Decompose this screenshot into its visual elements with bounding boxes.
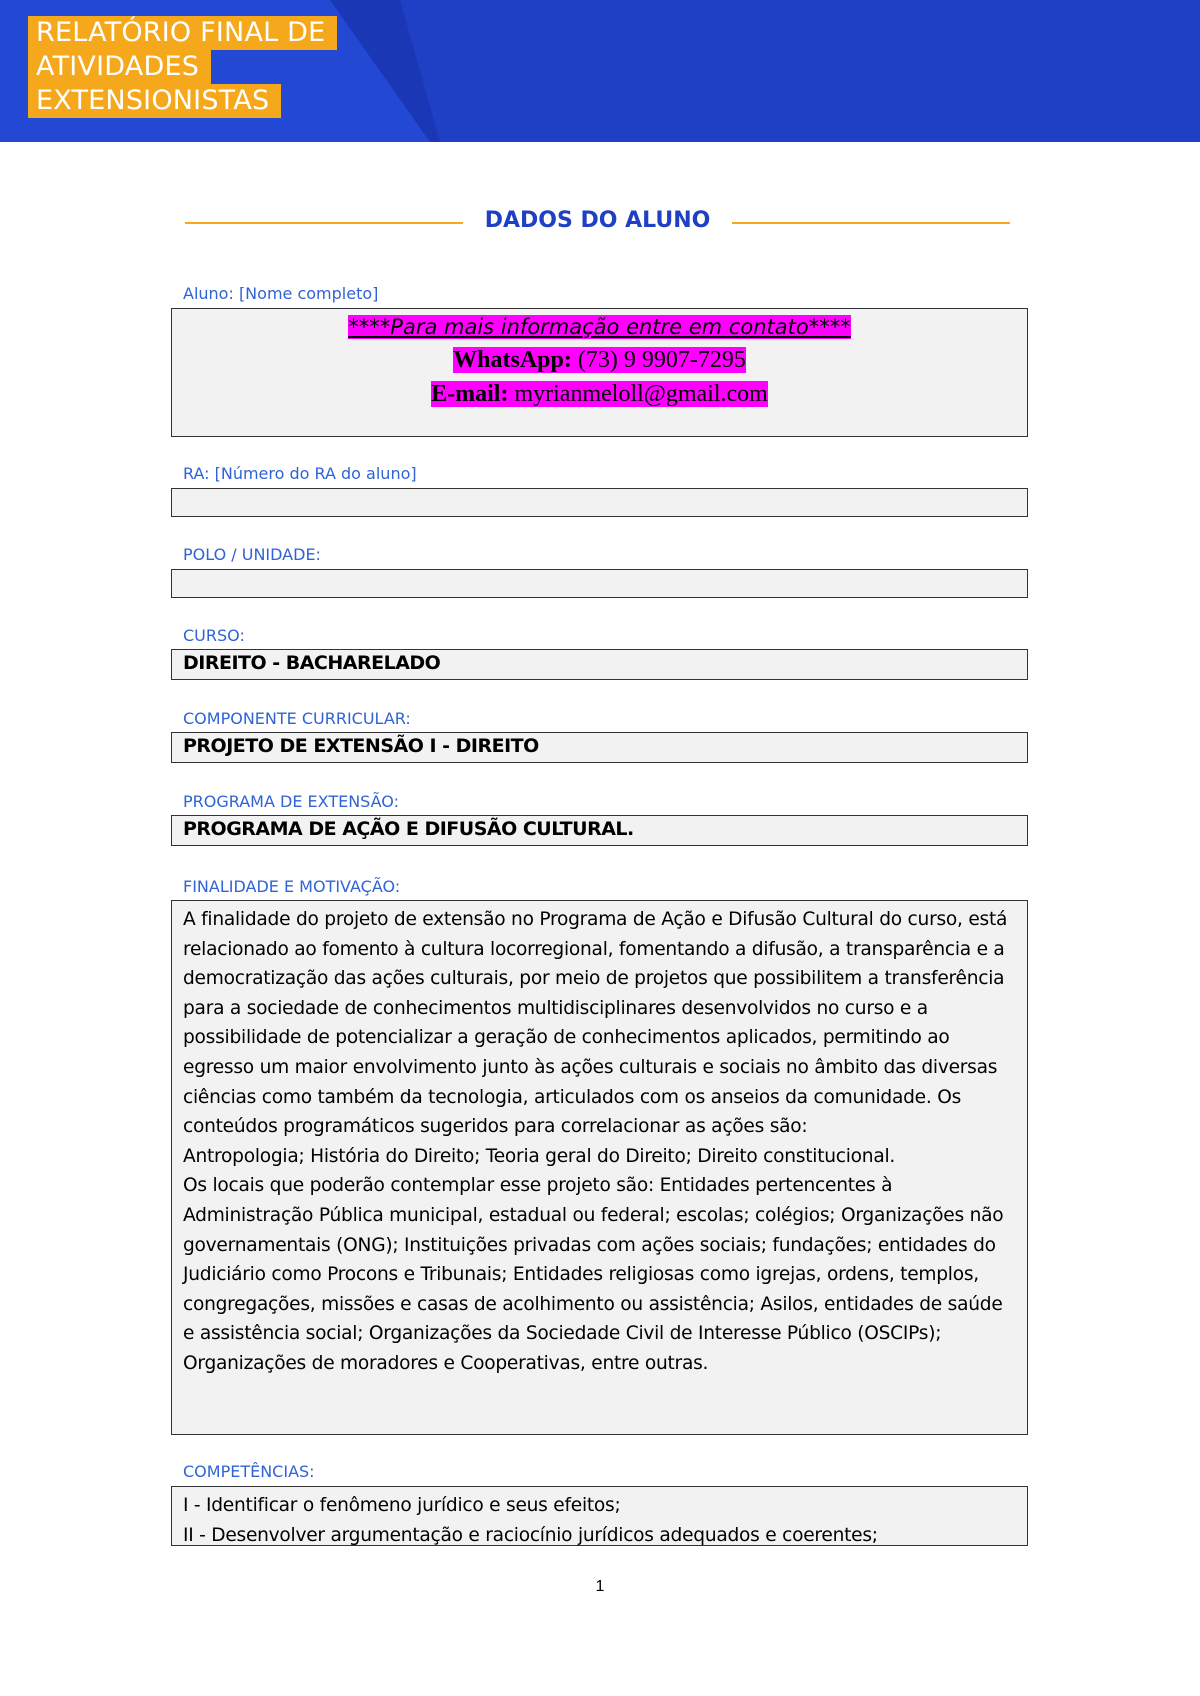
finalidade-paragraph: Antropologia; História do Direito; Teoria geral do Direito; Direito constitucional. [183, 1145, 896, 1167]
polo-field[interactable] [171, 569, 1028, 598]
email-label: E-mail: [431, 381, 509, 407]
report-title-line-2: ATIVIDADES [28, 50, 211, 84]
report-title-line-3: EXTENSIONISTAS [28, 84, 281, 118]
finalidade-label: FINALIDADE E MOTIVAÇÃO: [183, 877, 401, 896]
competencia-item: II - Desenvolver argumentação e raciocínio jurídicos adequados e coerentes; [183, 1524, 878, 1546]
programa-value: PROGRAMA DE AÇÃO E DIFUSÃO CULTURAL. [183, 818, 634, 840]
curso-label: CURSO: [183, 626, 245, 645]
competencias-text [183, 1491, 1015, 1550]
whatsapp-number: (73) 9 9907-7295 [577, 347, 746, 373]
finalidade-paragraph: Os locais que poderão contemplar esse projeto são: Entidades pertencentes à Administração Pública municipal, estadual ou federal; escolas; colégios; Organizações não governamentais (ONG); Instituições privadas com ações sociais; fundações; entidades do Judiciário como Procons e Tribunais; Entidades religiosas como igrejas, ordens, templos, congregações, missões e casas de acolhimento ou assistência; Asilos, entidades de saúde e assistência social; Organizações da Sociedade Civil de Interesse Público (OSCIPs); Organizações de moradores e Cooperativas, entre outras. [183, 1175, 1004, 1374]
ra-label: RA: [Número do RA do aluno] [183, 464, 417, 483]
email-address: myrianmeloll@gmail.com [514, 381, 768, 407]
header-banner [0, 0, 1200, 142]
finalidade-paragraph: A finalidade do projeto de extensão no Programa de Ação e Difusão Cultural do curso, está relacionado ao fomento à cultura locorregional, fomentando a difusão, a transparência e a democratização das ações culturais, por meio de projetos que possibilitem a transferência para a sociedade de conhecimentos multidisciplinares desenvolvidos no curso e a possibilidade de potencializar a geração de conhecimentos aplicados, permitindo ao egresso um maior envolvimento junto às ações culturais e sociais no âmbito das diversas ciências como também da tecnologia, articulados com os anseios da comunidade. Os conteúdos programáticos sugeridos para correlacionar as ações são: [183, 909, 1008, 1138]
componente-value: PROJETO DE EXTENSÃO I - DIREITO [183, 735, 539, 757]
report-title-line-1: RELATÓRIO FINAL DE [28, 16, 337, 50]
whatsapp-line [453, 347, 746, 373]
aluno-field[interactable] [171, 308, 1028, 437]
curso-field[interactable] [171, 649, 1028, 680]
finalidade-text [183, 905, 1015, 1379]
ra-field[interactable] [171, 488, 1028, 517]
report-title [28, 16, 337, 118]
aluno-label: Aluno: [Nome completo] [183, 284, 379, 303]
componente-label: COMPONENTE CURRICULAR: [183, 709, 411, 728]
curso-value: DIREITO - BACHARELADO [183, 652, 441, 674]
finalidade-field[interactable] [171, 900, 1028, 1435]
email-line [431, 381, 768, 407]
polo-label: POLO / UNIDADE: [183, 545, 321, 564]
contact-notice: ****Para mais informação entre em contato**** [348, 315, 851, 339]
section-title: DADOS DO ALUNO [484, 208, 711, 233]
competencias-label: COMPETÊNCIAS: [183, 1462, 315, 1481]
competencias-field[interactable] [171, 1486, 1028, 1546]
section-heading [185, 206, 1010, 240]
page-number: 1 [595, 1578, 605, 1595]
whatsapp-label: WhatsApp: [453, 347, 572, 373]
programa-field[interactable] [171, 815, 1028, 846]
programa-label: PROGRAMA DE EXTENSÃO: [183, 792, 399, 811]
competencia-item: I - Identificar o fenômeno jurídico e seus efeitos; [183, 1495, 621, 1516]
componente-field[interactable] [171, 732, 1028, 763]
heading-rule-right [732, 222, 1010, 224]
